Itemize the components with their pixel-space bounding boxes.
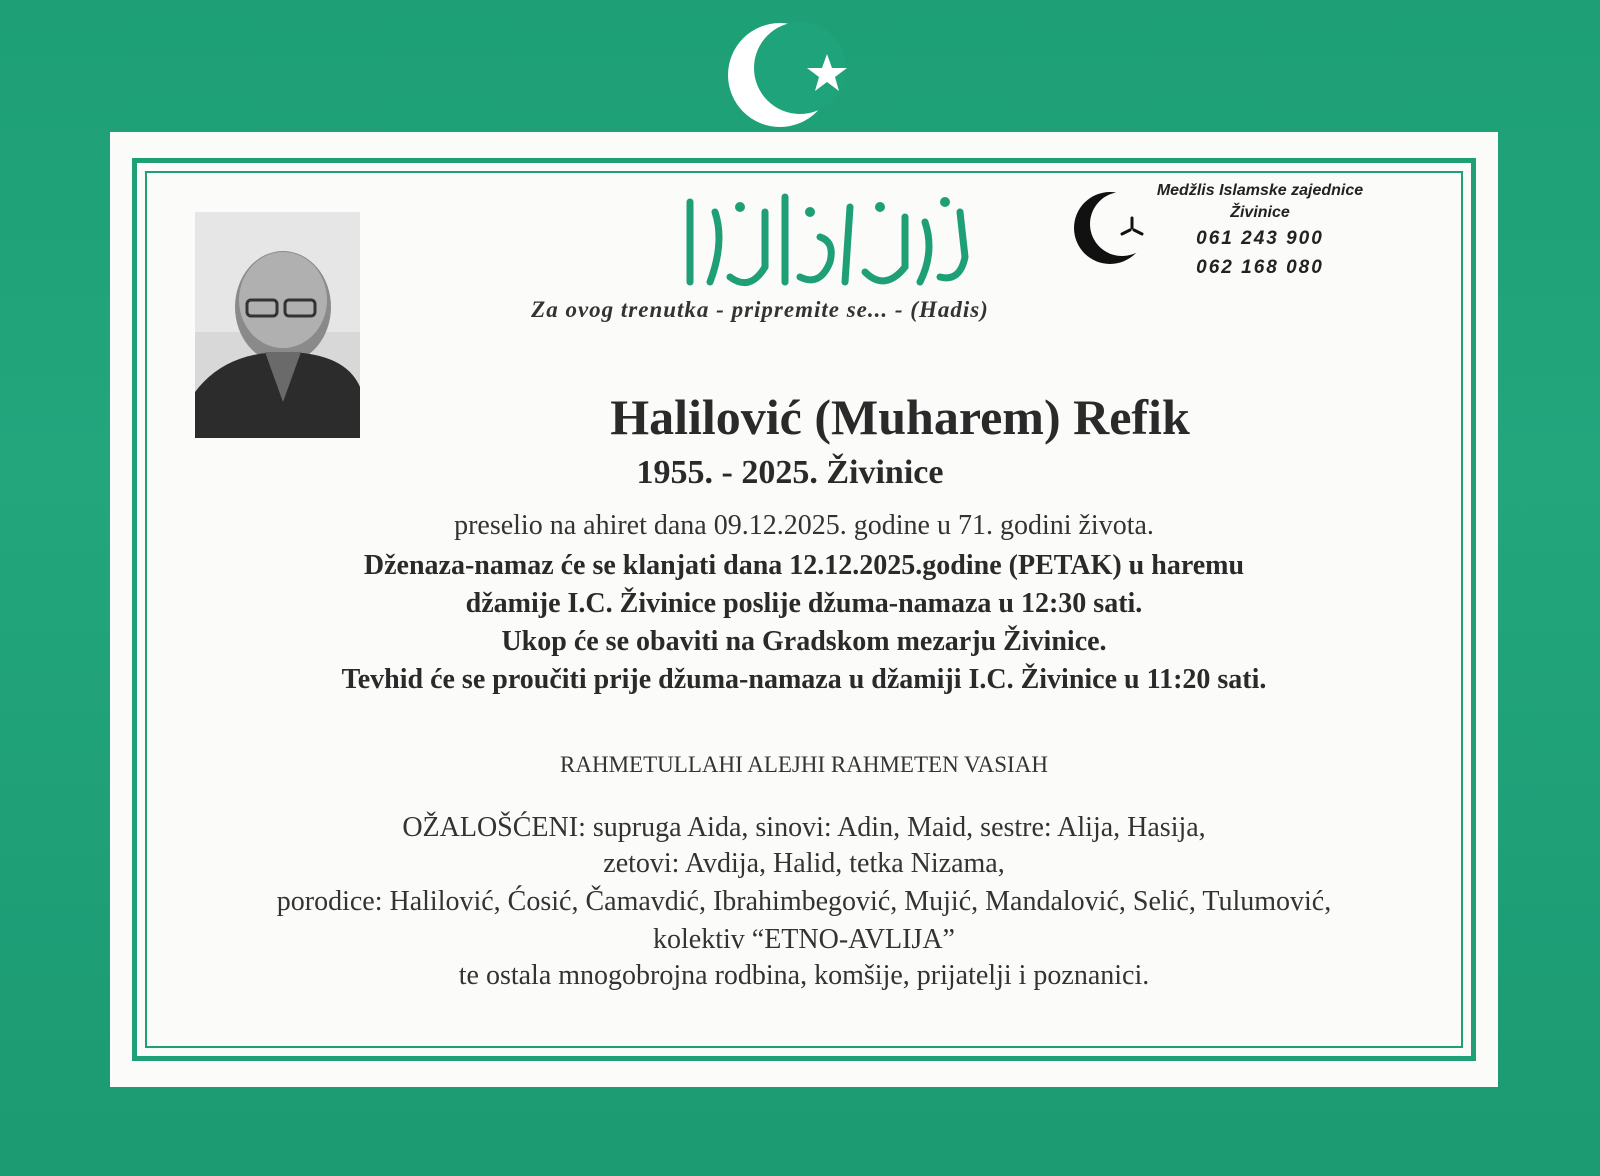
calligraphy-emblem [670, 182, 980, 302]
phone-number: 062 168 080 [1196, 257, 1324, 278]
mourners-line: zetovi: Avdija, Halid, tetka Nizama, [603, 848, 1005, 879]
deceased-name: Halilović (Muharem) Refik [610, 389, 1190, 445]
mourners-line: kolektiv “ETNO-AVLIJA” [653, 924, 955, 955]
tevhid-info: Tevhid će se proučiti prije džuma-namaza u džamiji I.C. Živinice u 11:20 sati. [341, 664, 1267, 695]
passing-date: preselio na ahiret dana 09.12.2025. godine u 71. godini života. [454, 510, 1154, 541]
burial-info: Ukop će se obaviti na Gradskom mezarju Živinice. [501, 626, 1107, 657]
organization-contact [1070, 180, 1410, 280]
mourners-line: OŽALOŠĆENI: supruga Aida, sinovi: Adin, Maid, sestre: Alija, Hasija, [402, 812, 1206, 843]
organization-name: Medžlis Islamske zajednice [1156, 182, 1364, 199]
funeral-prayer-place: džamije I.C. Živinice poslije džuma-namaza u 12:30 sati. [465, 588, 1143, 619]
organization-city: Živinice [1230, 204, 1290, 221]
hadith-quote: Za ovog trenutka - pripremite se... - (Hadis) [531, 297, 989, 322]
years-and-place: 1955. - 2025. Živinice [636, 454, 944, 491]
portrait-photo [195, 212, 360, 438]
mourners-line: te ostala mnogobrojna rodbina, komšije, prijatelji i poznanici. [458, 960, 1150, 991]
mourners-line: porodice: Halilović, Ćosić, Čamavdić, Ibrahimbegović, Mujić, Mandalović, Selić, Tulumović, [276, 886, 1332, 917]
phone-number: 061 243 900 [1196, 228, 1324, 249]
prayer-formula: RAHMETULLAHI ALEJHI RAHMETEN VASIAH [560, 752, 1048, 777]
funeral-prayer-info: Dženaza-namaz će se klanjati dana 12.12.2025.godine (PETAK) u haremu [363, 550, 1245, 581]
obituary-card [110, 132, 1498, 1087]
crescent-star-icon [725, 20, 855, 130]
